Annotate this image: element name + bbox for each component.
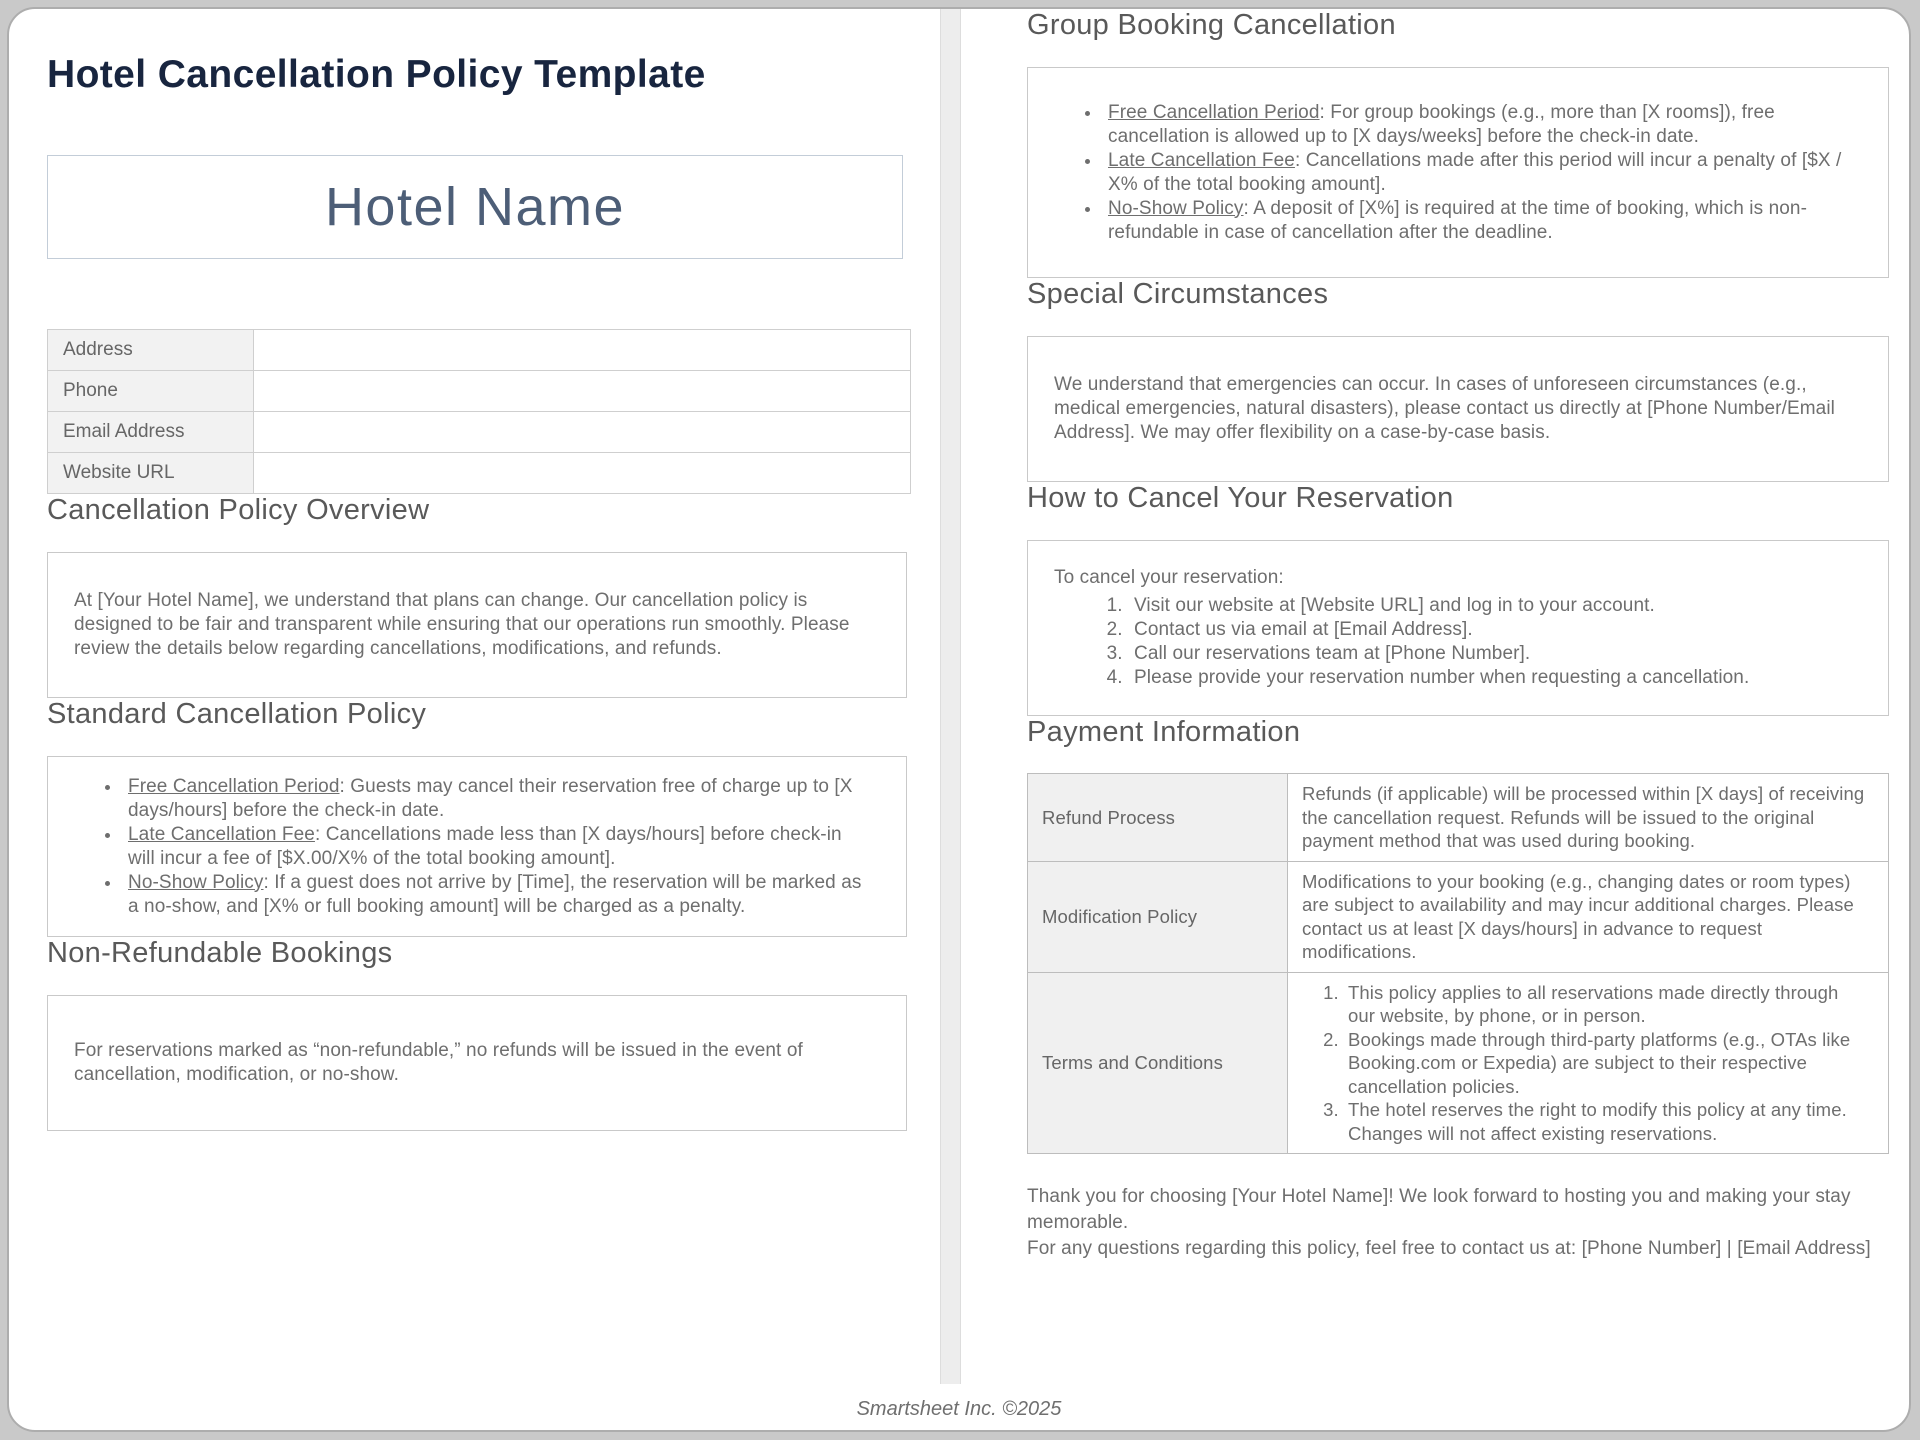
overview-body: At [Your Hotel Name], we understand that plans can change. Our cancellation policy is designed to be fair and transparent while ensuring that our operations run smoothly. Please review the details below regarding cancellations, modifications, and refunds. xyxy=(74,590,850,659)
info-label-phone: Phone xyxy=(48,371,254,412)
list-item: 4. Please provide your reservation number when requesting a cancellation. xyxy=(1128,666,1832,690)
heading-how-to-cancel: How to Cancel Your Reservation xyxy=(1027,482,1454,514)
heading-group-booking-cancellation: Group Booking Cancellation xyxy=(1027,9,1396,41)
table-row xyxy=(1028,972,1889,1154)
non-refundable-body: For reservations marked as “non-refundable,” no refunds will be issued in the event of cancellation, modification, or no-show. xyxy=(74,1040,803,1085)
hotel-info-table xyxy=(47,329,911,494)
info-value-phone[interactable] xyxy=(254,371,911,412)
group-booking-list xyxy=(1028,101,1888,245)
footer-credit: Smartsheet Inc. ©2025 xyxy=(856,1398,1062,1420)
list-item: • No-Show Policy: A deposit of [X%] is required at the time of booking, which is non-refundable in case of cancellation after the deadline. xyxy=(1102,197,1848,245)
hotel-name-placeholder: Hotel Name xyxy=(324,177,626,237)
list-item: 1. Visit our website at [Website URL] and log in to your account. xyxy=(1128,594,1832,618)
group-booking-box xyxy=(1027,67,1889,278)
closing-line-2: For any questions regarding this policy, feel free to contact us at: [Phone Number] | [Email Address] xyxy=(1027,1238,1871,1259)
list-item: 3. The hotel reserves the right to modify this policy at any time. Changes will not affect existing reservations. xyxy=(1344,1098,1868,1145)
list-item: • Late Cancellation Fee: Cancellations made less than [X days/hours] before check-in will incur a fee of [$X.00/X% of the total booking amount]. xyxy=(122,823,866,871)
payment-label-terms: Terms and Conditions xyxy=(1028,972,1288,1154)
list-item: 1. This policy applies to all reservations made directly through our website, by phone, or in person. xyxy=(1344,981,1868,1028)
table-row xyxy=(1028,774,1889,862)
table-row xyxy=(48,412,911,453)
payment-text-refund-process: Refunds (if applicable) will be processed within [X days] of receiving the cancellation request. Refunds will be issued to the original payment method that was used during booking. xyxy=(1288,774,1889,862)
terms-list xyxy=(1302,981,1874,1146)
standard-policy-list xyxy=(48,775,906,919)
table-row xyxy=(48,371,911,412)
standard-policy-box xyxy=(47,756,907,937)
payment-text-modification-policy: Modifications to your booking (e.g., changing dates or room types) are subject to availability and may incur additional charges. Please contact us at least [X days/hours] in advance to request modifications. xyxy=(1288,861,1889,972)
table-row xyxy=(48,330,911,371)
list-item: • No-Show Policy: If a guest does not arrive by [Time], the reservation will be marked as a no-show, and [X% or full booking amount] will be charged as a penalty. xyxy=(122,871,866,919)
info-value-email[interactable] xyxy=(254,412,911,453)
document-frame xyxy=(7,7,1911,1432)
page-left xyxy=(9,9,940,1430)
closing-note xyxy=(1027,1184,1889,1262)
special-circumstances-box xyxy=(1027,336,1889,482)
special-circumstances-body: We understand that emergencies can occur. In cases of unforeseen circumstances (e.g., medical emergencies, natural disasters), please contact us directly at [Phone Number/Email Address]. We may offer flexibility on a case-by-case basis. xyxy=(1054,374,1835,443)
list-item: • Free Cancellation Period: Guests may cancel their reservation free of charge up to [X days/hours] before the check-in date. xyxy=(122,775,866,823)
payment-label-modification-policy: Modification Policy xyxy=(1028,861,1288,972)
heading-standard-cancellation-policy: Standard Cancellation Policy xyxy=(47,698,427,730)
payment-information-table xyxy=(1027,773,1889,1154)
list-item: 2. Bookings made through third-party platforms (e.g., OTAs like Booking.com or Expedia) are subject to their respective cancellation policies. xyxy=(1344,1028,1868,1099)
list-item: • Free Cancellation Period: For group bookings (e.g., more than [X rooms]), free cancellation is allowed up to [X days/weeks] before the check-in date. xyxy=(1102,101,1848,149)
info-label-address: Address xyxy=(48,330,254,371)
list-item: • Late Cancellation Fee: Cancellations made after this period will incur a penalty of [$X / X% of the total booking amount]. xyxy=(1102,149,1848,197)
payment-terms-cell xyxy=(1288,972,1889,1154)
table-row xyxy=(1028,861,1889,972)
info-label-email: Email Address xyxy=(48,412,254,453)
info-label-website: Website URL xyxy=(48,453,254,494)
heading-special-circumstances: Special Circumstances xyxy=(1027,278,1329,310)
page-title: Hotel Cancellation Policy Template xyxy=(47,53,706,96)
payment-label-refund-process: Refund Process xyxy=(1028,774,1288,862)
non-refundable-box xyxy=(47,995,907,1131)
info-value-website[interactable] xyxy=(254,453,911,494)
closing-line-1: Thank you for choosing [Your Hotel Name]! We look forward to hosting you and making your stay memorable. xyxy=(1027,1186,1851,1233)
list-item: 2. Contact us via email at [Email Address]. xyxy=(1128,618,1832,642)
heading-non-refundable-bookings: Non-Refundable Bookings xyxy=(47,937,393,969)
page-divider xyxy=(940,9,961,1384)
info-value-address[interactable] xyxy=(254,330,911,371)
heading-cancellation-policy-overview: Cancellation Policy Overview xyxy=(47,494,430,526)
list-item: 3. Call our reservations team at [Phone Number]. xyxy=(1128,642,1832,666)
overview-text-box xyxy=(47,552,907,698)
heading-payment-information: Payment Information xyxy=(1027,716,1301,748)
how-to-cancel-content xyxy=(1028,566,1888,690)
how-to-cancel-steps xyxy=(1054,594,1862,690)
page-right xyxy=(961,9,1909,1430)
how-to-cancel-intro: To cancel your reservation: xyxy=(1054,567,1284,588)
hotel-name-field[interactable] xyxy=(47,155,903,259)
how-to-cancel-box xyxy=(1027,540,1889,716)
table-row xyxy=(48,453,911,494)
